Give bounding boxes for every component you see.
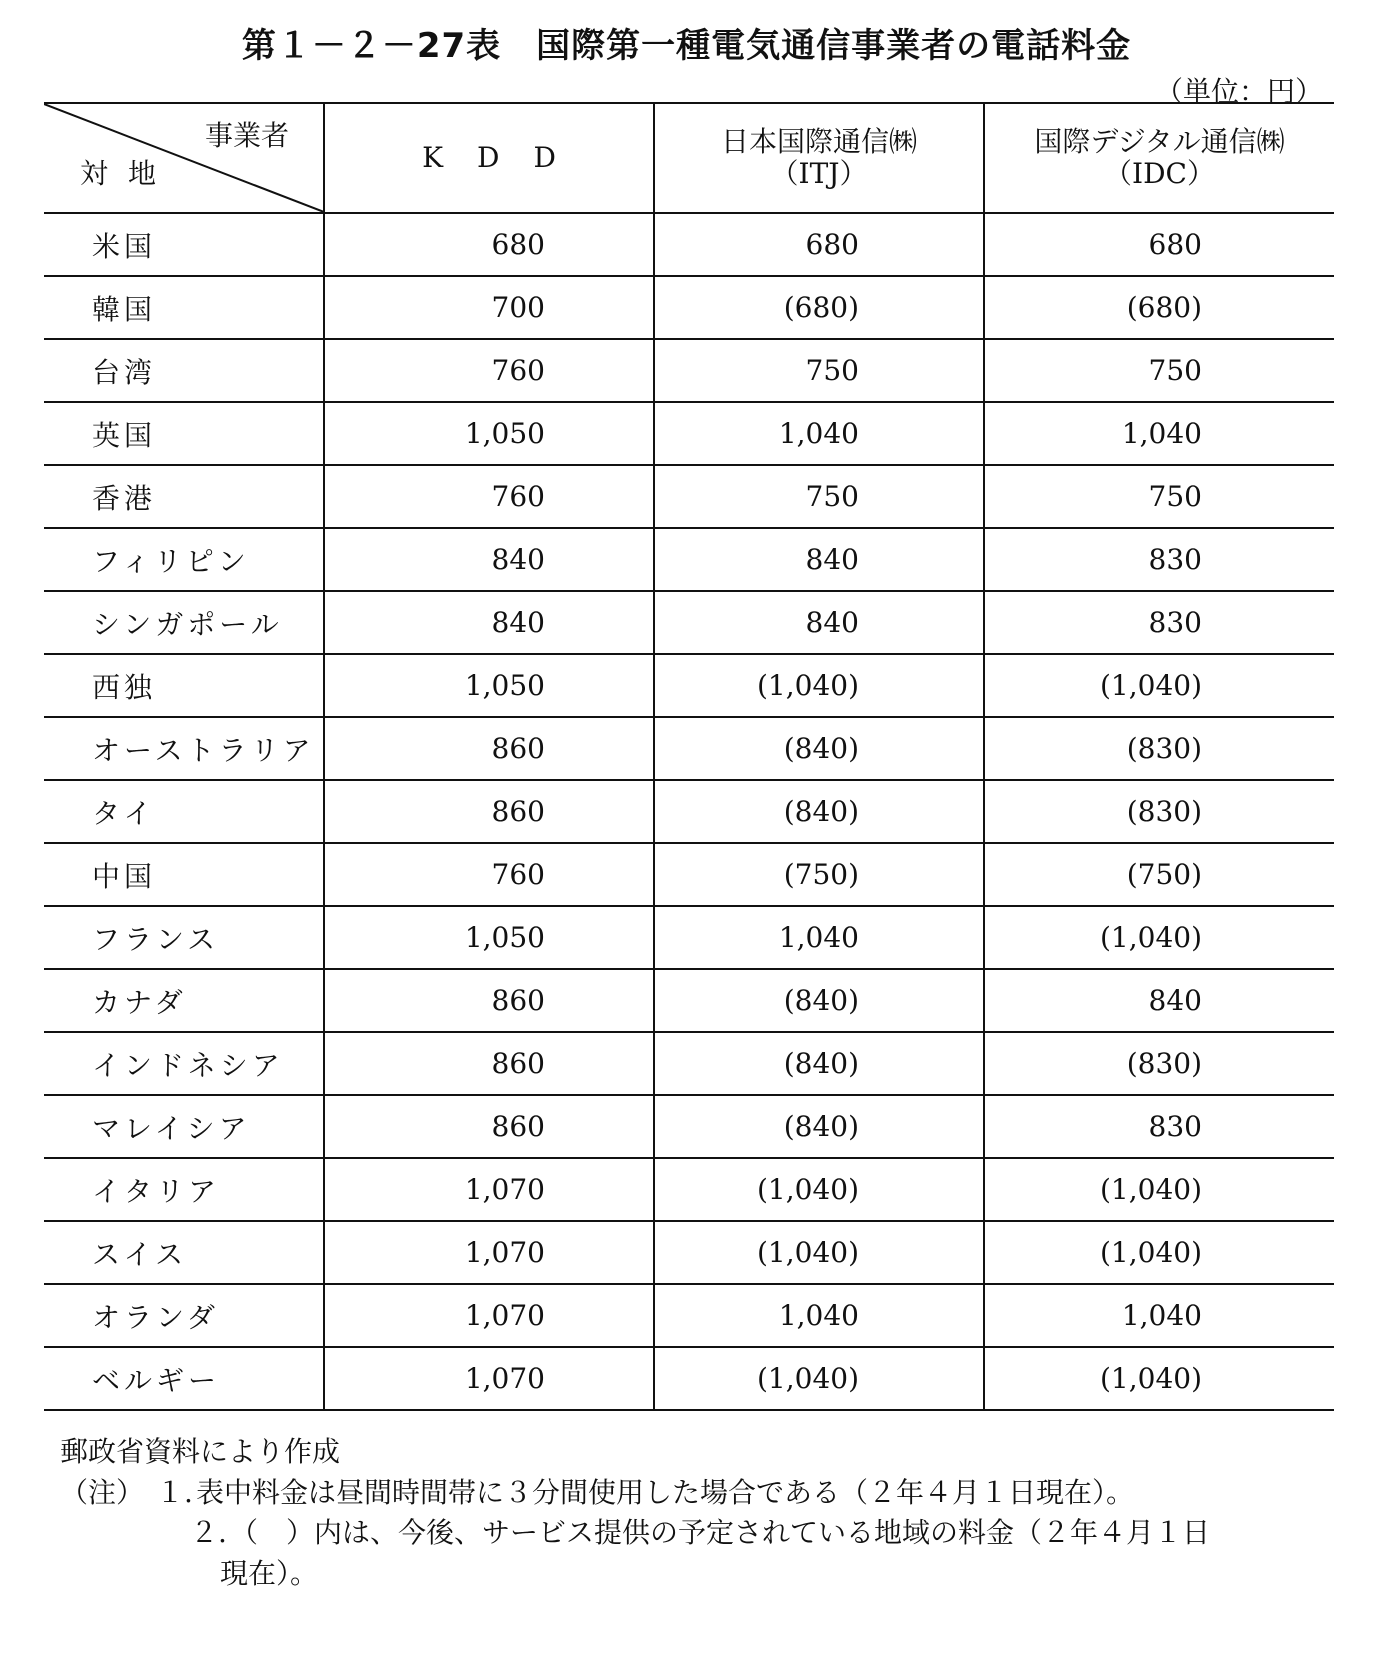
- note-text: 表中料金は昼間時間帯に３分間使用した場合である（２年４月１日現在）。: [196, 1475, 1135, 1509]
- table-row: [44, 906, 1334, 969]
- kdd-rate-cell: 680: [324, 213, 654, 276]
- note-item-2: [60, 1513, 1350, 1554]
- region-cell: インドネシア: [44, 1032, 324, 1095]
- idc-rate-cell: (1,040): [984, 1158, 1334, 1221]
- idc-rate-cell: 750: [984, 465, 1334, 528]
- unit-label: （単位：円）: [1154, 75, 1323, 108]
- itj-rate-cell: 840: [654, 591, 984, 654]
- itj-rate-cell: (750): [654, 843, 984, 906]
- table-row: [44, 1095, 1334, 1158]
- table-row: [44, 339, 1334, 402]
- column-header-itj-abbr: （ITJ）: [770, 157, 868, 190]
- table-row: [44, 843, 1334, 906]
- region-cell: マレイシア: [44, 1095, 324, 1158]
- note-number: １.: [156, 1475, 193, 1509]
- note-number: ２.: [190, 1516, 227, 1550]
- header-row: [44, 103, 1334, 213]
- itj-rate-cell: (840): [654, 780, 984, 843]
- region-cell: フランス: [44, 906, 324, 969]
- column-header-idc-name: 国際デジタル通信㈱: [1034, 124, 1285, 158]
- table-row: [44, 717, 1334, 780]
- itj-rate-cell: 750: [654, 465, 984, 528]
- region-cell: 中国: [44, 843, 324, 906]
- itj-rate-cell: (1,040): [654, 1158, 984, 1221]
- kdd-rate-cell: 760: [324, 339, 654, 402]
- itj-rate-cell: 840: [654, 528, 984, 591]
- rates-table-body: [44, 213, 1334, 1410]
- region-cell: スイス: [44, 1221, 324, 1284]
- kdd-rate-cell: 840: [324, 591, 654, 654]
- region-cell: 韓国: [44, 276, 324, 339]
- region-cell: オランダ: [44, 1284, 324, 1347]
- kdd-rate-cell: 1,070: [324, 1347, 654, 1410]
- table-row: [44, 1284, 1334, 1347]
- notes-section: [60, 1432, 1350, 1594]
- table-row: [44, 780, 1334, 843]
- itj-rate-cell: (840): [654, 1095, 984, 1158]
- region-cell: カナダ: [44, 969, 324, 1032]
- kdd-rate-cell: 700: [324, 276, 654, 339]
- idc-rate-cell: (830): [984, 780, 1334, 843]
- region-cell: 米国: [44, 213, 324, 276]
- kdd-rate-cell: 840: [324, 528, 654, 591]
- kdd-rate-cell: 860: [324, 969, 654, 1032]
- idc-rate-cell: 830: [984, 1095, 1334, 1158]
- table-row: [44, 1221, 1334, 1284]
- note-item-1: [60, 1473, 1350, 1514]
- table-row: [44, 969, 1334, 1032]
- region-cell: イタリア: [44, 1158, 324, 1221]
- table-row: [44, 402, 1334, 465]
- itj-rate-cell: (1,040): [654, 654, 984, 717]
- rates-table: [44, 102, 1334, 1411]
- idc-rate-cell: (1,040): [984, 1221, 1334, 1284]
- itj-rate-cell: 1,040: [654, 906, 984, 969]
- itj-rate-cell: 680: [654, 213, 984, 276]
- idc-rate-cell: (1,040): [984, 1347, 1334, 1410]
- column-header-kdd: [324, 103, 654, 213]
- itj-rate-cell: (680): [654, 276, 984, 339]
- idc-rate-cell: 1,040: [984, 1284, 1334, 1347]
- kdd-rate-cell: 860: [324, 780, 654, 843]
- corner-header: [44, 103, 324, 213]
- region-cell: 英国: [44, 402, 324, 465]
- table-row: [44, 465, 1334, 528]
- kdd-rate-cell: 860: [324, 1095, 654, 1158]
- column-header-itj: [654, 103, 984, 213]
- idc-rate-cell: 830: [984, 591, 1334, 654]
- corner-label-operator: 事業者: [204, 119, 289, 152]
- idc-rate-cell: (830): [984, 717, 1334, 780]
- region-cell: 西独: [44, 654, 324, 717]
- itj-rate-cell: 1,040: [654, 1284, 984, 1347]
- kdd-rate-cell: 860: [324, 1032, 654, 1095]
- itj-rate-cell: (840): [654, 717, 984, 780]
- column-header-idc: [984, 103, 1334, 213]
- idc-rate-cell: 830: [984, 528, 1334, 591]
- itj-rate-cell: (1,040): [654, 1221, 984, 1284]
- region-cell: フィリピン: [44, 528, 324, 591]
- idc-rate-cell: (1,040): [984, 654, 1334, 717]
- region-cell: オーストラリア: [44, 717, 324, 780]
- idc-rate-cell: 840: [984, 969, 1334, 1032]
- idc-rate-cell: 680: [984, 213, 1334, 276]
- idc-rate-cell: 1,040: [984, 402, 1334, 465]
- column-header-kdd-name: KDD: [422, 140, 590, 174]
- region-cell: 香港: [44, 465, 324, 528]
- kdd-rate-cell: 1,050: [324, 906, 654, 969]
- table-title: 第１－２－27表 国際第一種電気通信事業者の電話料金: [241, 26, 1132, 66]
- itj-rate-cell: 750: [654, 339, 984, 402]
- table-row: [44, 1158, 1334, 1221]
- note-item-2-continued: 現在）。: [220, 1556, 319, 1590]
- region-cell: ベルギー: [44, 1347, 324, 1410]
- table-row: [44, 276, 1334, 339]
- region-cell: 台湾: [44, 339, 324, 402]
- kdd-rate-cell: 1,070: [324, 1284, 654, 1347]
- kdd-rate-cell: 1,070: [324, 1158, 654, 1221]
- table-row: [44, 591, 1334, 654]
- idc-rate-cell: (830): [984, 1032, 1334, 1095]
- itj-rate-cell: 1,040: [654, 402, 984, 465]
- table-row: [44, 528, 1334, 591]
- table-row: [44, 213, 1334, 276]
- itj-rate-cell: (1,040): [654, 1347, 984, 1410]
- note-text: （ ）内は、今後、サービス提供の予定されている地域の料金（２年４月１日: [230, 1516, 1211, 1550]
- kdd-rate-cell: 760: [324, 843, 654, 906]
- region-cell: シンガポール: [44, 591, 324, 654]
- kdd-rate-cell: 1,050: [324, 654, 654, 717]
- idc-rate-cell: 750: [984, 339, 1334, 402]
- column-header-idc-abbr: （IDC）: [1104, 157, 1215, 190]
- idc-rate-cell: (680): [984, 276, 1334, 339]
- kdd-rate-cell: 1,070: [324, 1221, 654, 1284]
- kdd-rate-cell: 760: [324, 465, 654, 528]
- table-row: [44, 1347, 1334, 1410]
- kdd-rate-cell: 860: [324, 717, 654, 780]
- idc-rate-cell: (750): [984, 843, 1334, 906]
- table-row: [44, 1032, 1334, 1095]
- itj-rate-cell: (840): [654, 1032, 984, 1095]
- itj-rate-cell: (840): [654, 969, 984, 1032]
- kdd-rate-cell: 1,050: [324, 402, 654, 465]
- source-note: 郵政省資料により作成: [60, 1435, 341, 1468]
- column-header-itj-name: 日本国際通信㈱: [720, 124, 917, 158]
- idc-rate-cell: (1,040): [984, 906, 1334, 969]
- note-label: （注）: [60, 1475, 145, 1509]
- table-row: [44, 654, 1334, 717]
- region-cell: タイ: [44, 780, 324, 843]
- corner-label-destination: 対地: [80, 156, 177, 190]
